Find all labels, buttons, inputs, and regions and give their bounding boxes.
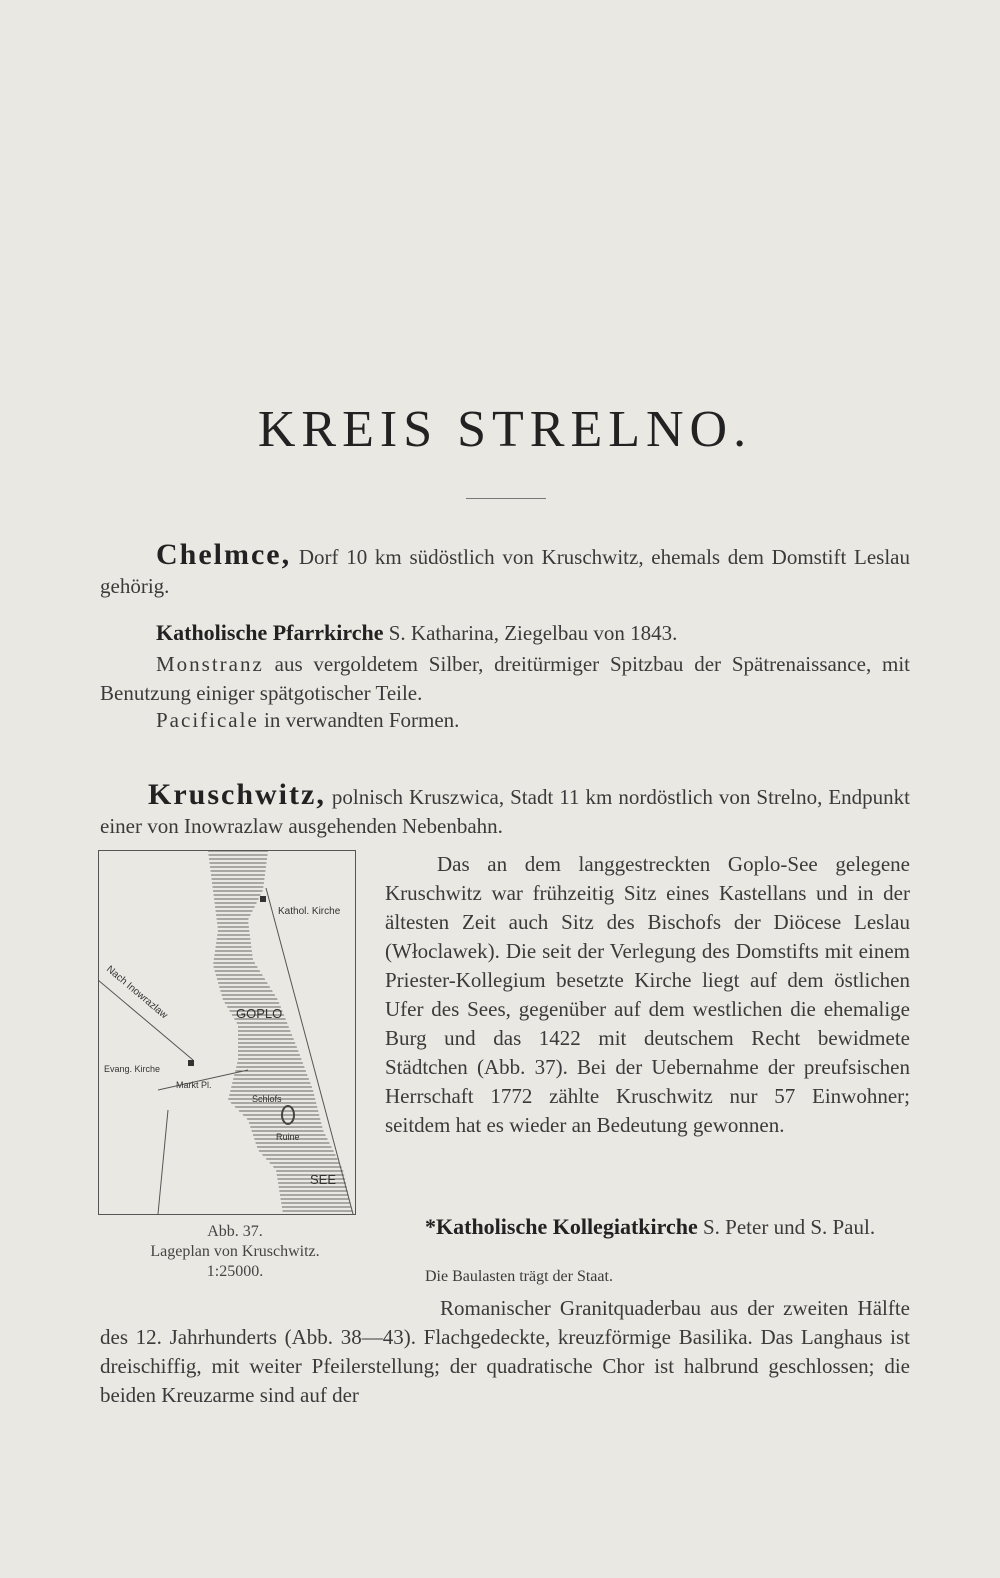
kruschwitz-church-label: *Katholische Kollegiatkirche — [425, 1214, 698, 1239]
pacificale-text: in verwandten Formen. — [264, 708, 460, 732]
map-label-evang: Evang. Kirche — [104, 1064, 161, 1074]
chelmce-monstranz — [100, 650, 910, 708]
chelmce-intro-text: Dorf 10 km südöstlich von Kruschwitz, ehemals dem Domstift Leslau gehörig. — [100, 545, 911, 598]
map-label-markt: Markt Pl. — [176, 1080, 212, 1090]
kruschwitz-church-text: S. Peter und S. Paul. — [703, 1215, 876, 1239]
kathol-church-marker — [260, 896, 266, 902]
pacificale-label: Pacificale — [156, 708, 259, 732]
map-label-church: Kathol. Kirche — [278, 906, 341, 917]
kruschwitz-heading: Kruschwitz, — [148, 778, 326, 811]
chelmce-intro — [100, 540, 910, 601]
chelmce-church — [156, 618, 910, 648]
romanesque-text: Romanischer Granitquaderbau aus der zweiten Hälfte des 12. Jahrhunderts (Abb. 38—43). Flachgedeckte, kreuzförmige Basilika. Das Langhaus ist dreischiffig, mit weiter Pfeilerstellung; der quadratische Chor ist halbrund geschlossen; die beiden Kreuzarme sind auf der — [100, 1296, 910, 1407]
map-label-see: SEE — [310, 1172, 337, 1187]
monstranz-label: Monstranz — [156, 652, 264, 676]
map-label-schloss: Schlofs — [252, 1094, 282, 1104]
kruschwitz-intro-text: polnisch Kruszwica, Stadt 11 km nordöstlich von Strelno, Endpunkt einer von Inowrazlaw ausgehenden Nebenbahn. — [100, 785, 911, 838]
kruschwitz-description-text: Das an dem langgestreckten Goplo-See gelegene Kruschwitz war frühzeitig Sitz eines Kastellans und in der ältesten Zeit auch Sitz des Bischofs der Diöcese Leslau (Włoclawek). Die seit der Verlegung des Domstifts mit einem Priester-Kollegium besetzte Kirche liegt auf dem östlichen Ufer des Sees, gegenüber auf dem westlichen die ehemalige Burg und das 1422 mit deutschem Recht bewidmete Städtchen (Abb. 37). Bei der Uebernahme der preufsischen Herrschaft 1772 zählte Kruschwitz nur 57 Einwohner; seitdem hat es wieder an Bedeutung gewonnen. — [385, 852, 910, 1137]
figure-scale: 1:25000. — [206, 1263, 264, 1280]
kruschwitz-romanesque — [100, 1294, 910, 1410]
chelmce-heading: Chelmce, — [156, 538, 292, 571]
kruschwitz-intro — [100, 780, 910, 841]
baulasten-note: Die Baulasten trägt der Staat. — [425, 1268, 613, 1285]
chelmce-church-label: Katholische Pfarrkirche — [156, 620, 384, 645]
title-divider — [466, 498, 546, 499]
chelmce-church-text: S. Katharina, Ziegelbau von 1843. — [388, 621, 678, 645]
evang-church-marker — [188, 1060, 194, 1066]
monstranz-text: aus vergoldetem Silber, dreitürmiger Spitzbau der Spätrenaissance, mit Benutzung einiger spätgotischer Teile. — [100, 652, 911, 705]
map-label-goplo: GOPLO — [236, 1006, 283, 1021]
page-title: KREIS STRELNO. — [257, 401, 753, 458]
road-south — [158, 1110, 168, 1214]
chelmce-pacificale — [156, 706, 910, 735]
kruschwitz-church — [385, 1212, 910, 1242]
kruschwitz-map — [98, 850, 356, 1215]
map-label-ruine: Ruine — [276, 1132, 300, 1142]
figure-caption-text: Lageplan von Kruschwitz. — [150, 1243, 320, 1260]
map-label-road: Nach Inowrazlaw — [104, 963, 170, 1022]
figure-caption — [100, 1222, 370, 1282]
figure-number: Abb. 37. — [207, 1223, 263, 1240]
kruschwitz-description — [385, 850, 910, 1140]
